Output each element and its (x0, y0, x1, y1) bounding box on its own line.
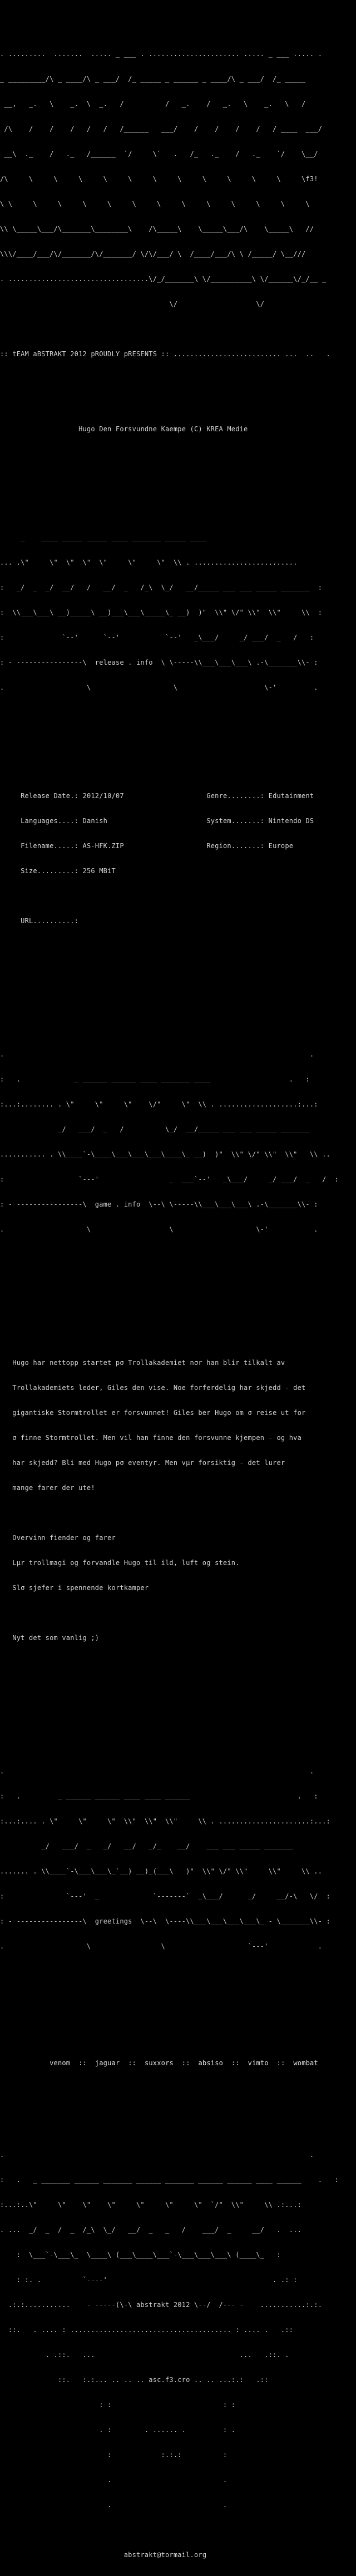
description-line (0, 1609, 356, 1617)
greeting-separator: :: (78, 2059, 87, 2067)
banner-line: ... .\" \" \" \" \" \" \" \\ . ......................... (0, 559, 298, 566)
footer-art-line: . . (0, 2501, 228, 2509)
info-row (0, 817, 356, 825)
footer-art-line: . . (0, 2476, 228, 2484)
banner-line: ....... . \\____`-\___\___\_`__) __)_(___\ )" \\" \/" \\" \\" \\ .. (0, 1867, 323, 1875)
spacer (0, 1301, 356, 1309)
greeting-item: jaguar (95, 2059, 120, 2067)
description-line (0, 1509, 356, 1517)
footer-art-line: : : : : (0, 2401, 236, 2409)
logo-art-line: _ _________/\ _ ____/\ _ ___/ /_ _____ _ ______ _ ____/\ _ ___/ /_ _____ (0, 75, 306, 83)
release-title (0, 425, 356, 434)
system-label: System.......: (206, 817, 265, 825)
logo-art-line: . ..................................\/_/_______\ \/__________\ \/______\/_/__ _ (0, 275, 327, 283)
description-line: Lµr trollmagi og forvandle Hugo til ild, luft og stein. (0, 1559, 240, 1567)
banner-line: : `---' _ ___`--' _\___/ _/ ___/ _ / : (0, 1175, 339, 1183)
info-row (0, 792, 356, 800)
logo-art-line: __, _. \ _. \ _. / / _. / _. \ _. \ / (0, 100, 306, 108)
footer-art-line: :...:..\" \" \" \" \" \" \" `/" \\" \\ .:...: (0, 2201, 301, 2209)
spacer (0, 2017, 356, 2026)
release-info (0, 775, 356, 942)
game-info-banner (0, 1034, 356, 1250)
logo-art (0, 33, 356, 325)
spacer (0, 967, 356, 975)
logo-art-line: \\ \_____\___/\_______\________\ /\_____\ \_____\___/\ \_____\ // (0, 225, 314, 233)
greeting-item: venom (50, 2059, 71, 2067)
spacer (0, 1709, 356, 1717)
release-info-banner (0, 517, 356, 709)
genre-value: Edutainment (268, 792, 314, 800)
banner-line: _/ ___/ _ / \_/ __/_____ ___ ___ _____ _______ (0, 1125, 310, 1133)
description-line: Trollakademiets leder, Giles den vise. Noe forferdelig har skjedd - det (0, 1384, 306, 1392)
footer-art-line: ::. :.:... .. .. .. asc.f3.cro .. .. ...:.: .:: (0, 2376, 269, 2384)
filename-value: AS-HFK.ZIP (82, 842, 124, 850)
greetings-banner (0, 1751, 356, 1967)
banner-line: : . _ ______ ______ ____ _______ ____ . : (0, 1075, 310, 1083)
banner-line: : - ----------------\ greetings \--\ \----\\___\___\___\___\_ - \_______\\- : (0, 1917, 330, 1925)
footer-email: abstrakt@tormail.org (123, 2551, 207, 2559)
greeting-separator: :: (181, 2059, 190, 2067)
banner-line: ........... . \\____`-\____\___\___\___\____\_ __) )" \\" \/" \\" \\" \\ .. (0, 1150, 330, 1158)
footer-art-line: . .::. ... ... .::. . (0, 2351, 289, 2359)
description-line: σ finne Stormtrollet. Men vil han finne den forsvunne kjempen - og hva (0, 1434, 301, 1442)
footer-art-line: . ... _/ _ / _ /_\ \_/ __/ _ _ / ___/ _ __/ . ... (0, 2226, 301, 2234)
banner-line: : - ----------------\ release . info \ \-----\\___\___\___\ .-\_______\\- : (0, 659, 318, 666)
banner-line: :...:.... . \" \" \" \\" \\" \\" \\ . ......................:...: (0, 1817, 330, 1825)
footer-art-line: ::. . .... : ....................................... : .... . .:: (0, 2326, 294, 2334)
spacer (0, 450, 356, 459)
banner-line: : _/ _ _/ __/ / __/ _ /_\ \_/ __/_____ ___ ___ _____ _______ : (0, 584, 323, 591)
greeting-separator: :: (231, 2059, 240, 2067)
footer-art-line: : \___`-\___\_ \____\ (___\____\___`-\___\___\___\ (____\_ : (0, 2251, 281, 2259)
description-line: Hugo har nettopp startet pσ Trollakademiet nσr han blir tilkalt av (0, 1359, 285, 1367)
banner-line: . \ \ `---' . (0, 1942, 323, 1950)
spacer (0, 1684, 356, 1692)
spacer (0, 2092, 356, 2101)
filename-label: Filename.....: (21, 842, 79, 850)
url-label: URL..........: (21, 917, 79, 925)
description-line: Nyt det som vanlig ;) (0, 1634, 100, 1642)
banner-line: . \ \ \-' . (0, 684, 318, 691)
spacer (0, 400, 356, 408)
region-label: Region.......: (206, 842, 265, 850)
greeting-item: wombat (293, 2059, 318, 2067)
region-value: Europe (268, 842, 294, 850)
description-line: har skjedd? Bli med Hugo pσ eventyr. Men vµr forsiktig - det lurer (0, 1459, 285, 1467)
logo-art-line: /\ / / / / / /______ ___/ / / / / / ____ ___/ (0, 125, 323, 133)
banner-line: _ ____ _____ _____ ____ _______ _____ ____ (0, 534, 207, 541)
banner-line: : `---' _ `-------` _\___/ _/ __/-\ \/ : (0, 1892, 330, 1900)
greeting-item: vimto (248, 2059, 269, 2067)
spacer (0, 992, 356, 1000)
logo-art-line: . ......... ....... ..... _ ___ . ...................... ..... _ ___ ..... . (0, 50, 323, 58)
release-date-value: 2012/10/07 (82, 792, 124, 800)
footer-art-line: .:.:........... - -----(\-\ abstrakt 2012 \--/ /--- - ...........:.:. (0, 2301, 323, 2309)
spacer (0, 892, 356, 900)
greetings-list (0, 2059, 356, 2067)
footer-email-line (0, 2551, 356, 2559)
banner-line: . . (0, 1050, 314, 1058)
crew-line: :: tEAM aBSTRAKT 2012 pROUDLY pRESENTS :: .......................... ... .. . (0, 350, 330, 358)
spacer (0, 375, 356, 383)
greeting-separator: :: (128, 2059, 137, 2067)
footer-art-line: . . (0, 2151, 314, 2159)
release-date-label: Release Date.: (21, 792, 79, 800)
languages-value: Danish (82, 817, 108, 825)
genre-label: Genre........: (206, 792, 265, 800)
release-title-text: Hugo Den Forsvundne Kaempe (C) KREA Medie (78, 425, 248, 433)
game-description (0, 1342, 356, 1659)
description-line: mange farer der ute! (0, 1484, 95, 1492)
system-value: Nintendo DS (268, 817, 314, 825)
size-value: 256 MBiT (82, 867, 116, 875)
banner-line: : - ----------------\ game . info \--\ \-----\\___\___\___\ .-\_______\\- : (0, 1200, 318, 1208)
logo-art-line: \/ \/ (0, 300, 265, 308)
spacer (0, 1992, 356, 2001)
greeting-separator: :: (276, 2059, 285, 2067)
footer-art (0, 2134, 356, 2526)
banner-line: _/ ___/ _ _/ __/ _/_ __/ ___ ___ _____ _______ (0, 1842, 294, 1850)
banner-line: . . (0, 1767, 314, 1775)
banner-line: . \ \ \-' . (0, 1225, 318, 1233)
description-line: Slσ sjefer i spennende kortkamper (0, 1584, 149, 1592)
size-label: Size.........: (21, 867, 79, 875)
banner-line: : \\___\___\ __)_____\ __)___\___\_____\_ __) )" \\" \/" \\" \\" \\ : (0, 609, 323, 616)
greeting-item: suxxors (144, 2059, 174, 2067)
logo-art-line: \ \ \ \ \ \ \ \ \ \ \ \ \ \ (0, 200, 310, 208)
logo-art-line: \\\/____/___/\/_______/\/_______/ \/\/___/ \ /____/___/\ \ /_____/ \__/// (0, 250, 306, 258)
spacer (0, 734, 356, 742)
banner-line: :...:........ . \" \" \" \/" \" \\ . ...................:...: (0, 1100, 318, 1108)
greeting-item: absiso (198, 2059, 224, 2067)
spacer (0, 475, 356, 484)
logo-art-line: __\ ._ / ._ /______ `/ \` . /_ ._ / ._ `/ \__/ (0, 150, 318, 158)
spacer (0, 1275, 356, 1284)
info-row (0, 842, 356, 850)
info-row (0, 867, 356, 875)
languages-label: Languages....: (21, 817, 79, 825)
info-row (0, 917, 356, 925)
description-line: Overvinn fiender og farer (0, 1534, 116, 1542)
footer-art-line: . : . ...... . : . (0, 2426, 236, 2434)
footer-art-line: : :. . `----' . .: : (0, 2276, 298, 2284)
description-line: gigantiske Stormtrollet er forsvunnet! Giles ber Hugo om σ reise ut for (0, 1409, 306, 1417)
logo-art-line: /\ \ \ \ \ \ \ \ \ \ \ \ \f3! (0, 175, 318, 183)
footer-art-line: : . _ _______ ______ _______ ______ _______ ______ ______ ____ ______ . : (0, 2176, 339, 2184)
footer-art-line: : :.:.: : (0, 2451, 228, 2459)
banner-line: : `--' `--' `--' _\___/ _/ ___/ _ / : (0, 634, 314, 641)
banner-line: : . _ ______ ______ ____ ____ ______ . : (0, 1792, 318, 1800)
